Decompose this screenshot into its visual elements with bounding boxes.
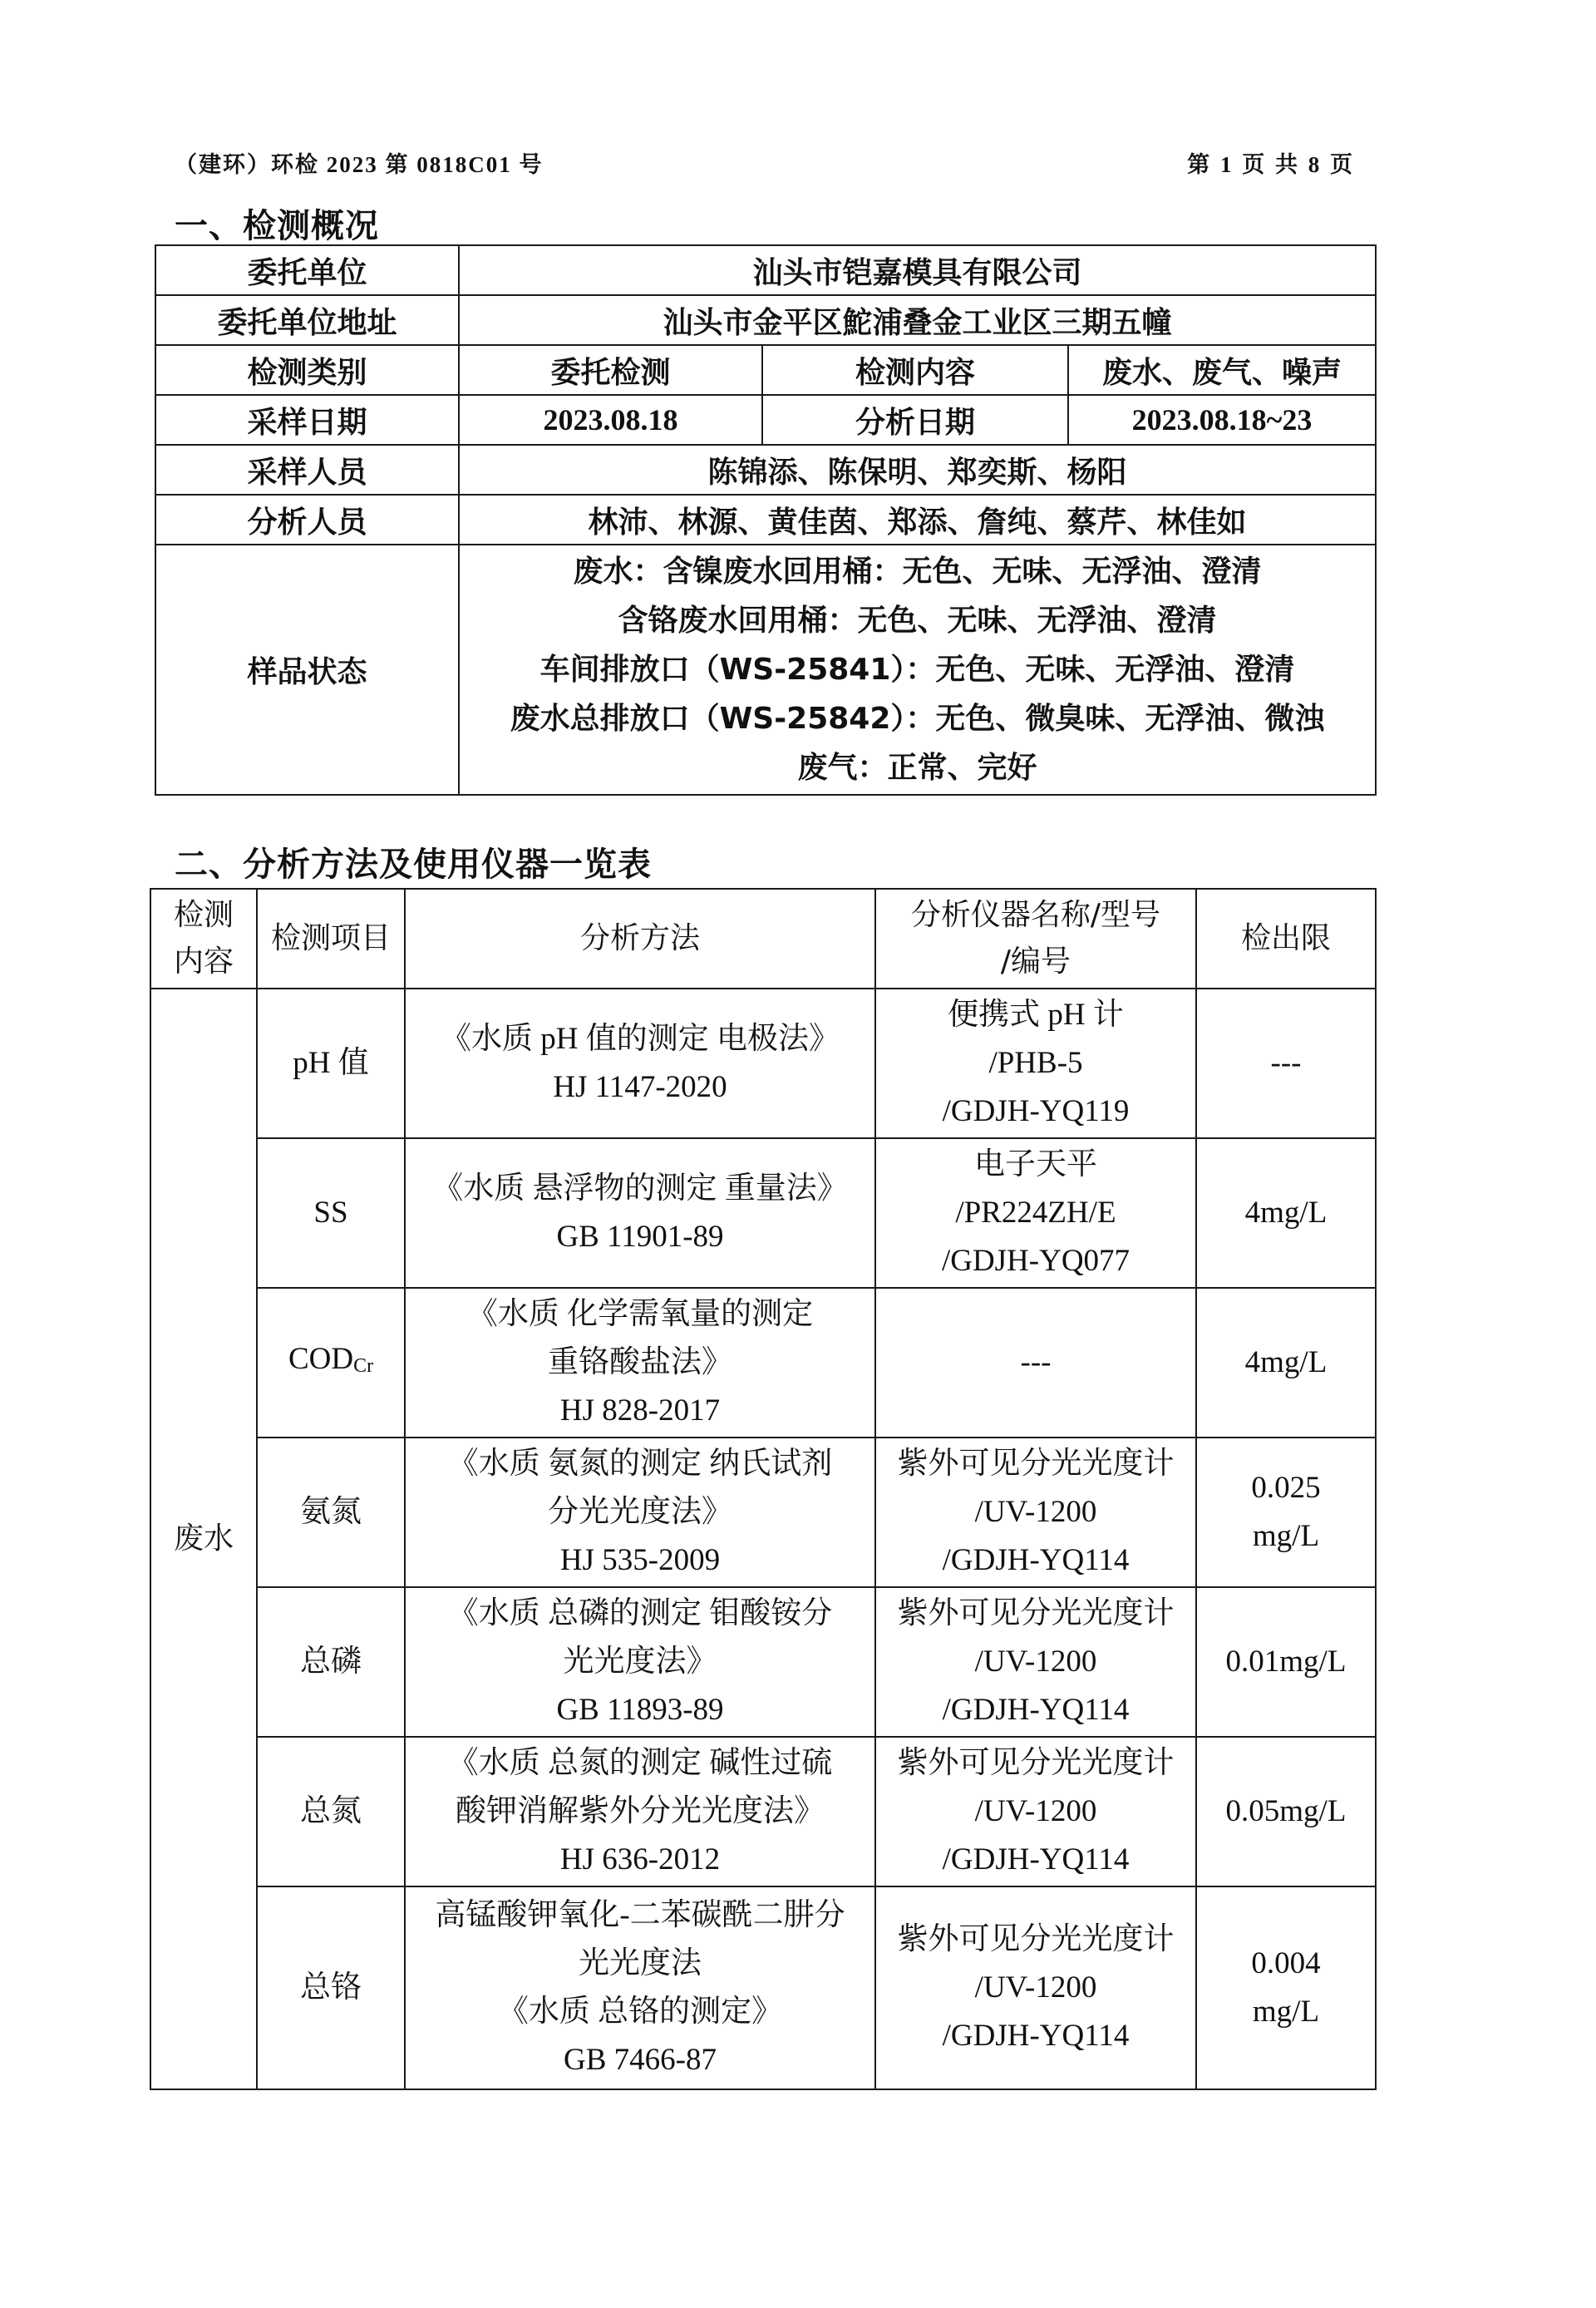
method-cell: [405, 1138, 875, 1288]
instrument-line: /GDJH-YQ114: [942, 1842, 1130, 1876]
limit-line: 4mg/L: [1244, 1196, 1328, 1230]
methods-row: [150, 989, 1376, 1138]
instrument-line: 紫外可见分光光度计: [897, 1746, 1175, 1780]
limit-cell: [1196, 1288, 1376, 1438]
sampler-value: 陈锦添、陈保明、郑奕斯、杨阳: [459, 445, 1376, 495]
sample-state-line: 废气：正常、完好: [797, 751, 1037, 785]
method-line: HJ 828-2017: [559, 1393, 721, 1428]
instrument-line: /UV-1200: [974, 1645, 1097, 1679]
method-line: HJ 535-2009: [559, 1543, 721, 1577]
page-indicator: 第 1 页 共 8 页: [1187, 152, 1355, 177]
method-line: 重铬酸盐法》: [548, 1345, 732, 1379]
instrument-line: 便携式 pH 计: [948, 998, 1124, 1032]
methods-row: [150, 1288, 1376, 1438]
item-cell: 总磷: [257, 1587, 405, 1737]
limit-line: mg/L: [1252, 1519, 1320, 1553]
category-label: 检测类别: [155, 345, 459, 395]
instrument-line: /PR224ZH/E: [955, 1196, 1116, 1230]
limit-line: 0.01mg/L: [1225, 1645, 1347, 1679]
sample-state-line: 废水总排放口（WS-25842）：无色、微臭味、无浮油、微浊: [510, 702, 1325, 736]
item-cell: pH 值: [257, 989, 405, 1138]
item-cell: 总氮: [257, 1737, 405, 1886]
instrument-line: /UV-1200: [974, 1794, 1097, 1828]
instrument-line: 紫外可见分光光度计: [897, 1922, 1175, 1956]
sample-state-value: [459, 545, 1376, 795]
analysis-date-label: 分析日期: [762, 395, 1068, 445]
limit-cell: [1196, 1138, 1376, 1288]
instrument-line: /GDJH-YQ077: [941, 1244, 1130, 1278]
instrument-line: /GDJH-YQ119: [942, 1094, 1130, 1128]
overview-row-client: [155, 245, 1376, 295]
method-cell: [405, 989, 875, 1138]
methods-row: [150, 1438, 1376, 1587]
instrument-line: /PHB-5: [988, 1046, 1083, 1080]
sample-state-line: 含铬废水回用桶：无色、无味、无浮油、澄清: [618, 604, 1217, 638]
header-instrument-line: /编号: [1000, 944, 1071, 979]
overview-table: [155, 244, 1377, 796]
overview-row-analyst: [155, 495, 1376, 545]
method-line: 光光度法》: [563, 1645, 717, 1679]
methods-row: [150, 1737, 1376, 1886]
header-method: 分析方法: [405, 889, 875, 989]
item-main: COD: [288, 1342, 354, 1376]
category-value: 委托检测: [459, 345, 762, 395]
method-line: 光光度法: [579, 1946, 702, 1980]
item-cell: [257, 1288, 405, 1438]
section-title-overview: 一、检测概况: [175, 207, 379, 245]
method-line: 《水质 氨氮的测定 纳氏试剂: [447, 1447, 833, 1481]
content-value: 废水、废气、噪声: [1068, 345, 1376, 395]
instrument-line: 紫外可见分光光度计: [897, 1596, 1175, 1630]
address-value: 汕头市金平区鮀浦叠金工业区三期五幢: [459, 295, 1376, 345]
instrument-cell: [875, 1288, 1196, 1438]
group-label-wastewater: 废水: [150, 989, 257, 2089]
instrument-line: ---: [1020, 1345, 1052, 1379]
method-line: GB 11893-89: [556, 1693, 724, 1727]
method-cell: [405, 1438, 875, 1587]
item-cell: SS: [257, 1138, 405, 1288]
method-line: 《水质 总氮的测定 碱性过硫: [447, 1746, 833, 1780]
method-line: 酸钾消解紫外分光光度法》: [456, 1794, 825, 1828]
method-cell: [405, 1288, 875, 1438]
item-subscript: Cr: [353, 1355, 374, 1377]
header-item: 检测项目: [257, 889, 405, 989]
item-cell: 氨氮: [257, 1438, 405, 1587]
method-line: 《水质 悬浮物的测定 重量法》: [432, 1171, 848, 1206]
limit-cell: [1196, 989, 1376, 1138]
instrument-cell: [875, 989, 1196, 1138]
limit-line: 0.05mg/L: [1225, 1794, 1347, 1828]
instrument-line: /GDJH-YQ114: [942, 1693, 1130, 1727]
method-line: HJ 636-2012: [559, 1842, 721, 1876]
method-line: 《水质 化学需氧量的测定: [466, 1297, 814, 1331]
instrument-line: /UV-1200: [974, 1970, 1097, 2005]
method-line: GB 11901-89: [556, 1220, 724, 1254]
overview-row-dates: [155, 395, 1376, 445]
limit-cell: [1196, 1737, 1376, 1886]
method-line: 《水质 pH 值的测定 电极法》: [441, 1022, 840, 1056]
methods-row: [150, 1587, 1376, 1737]
instrument-line: 电子天平: [974, 1147, 1097, 1181]
method-line: 《水质 总磷的测定 钼酸铵分: [447, 1596, 833, 1630]
instrument-cell: [875, 1737, 1196, 1886]
header-content: [150, 889, 257, 989]
instrument-cell: [875, 1138, 1196, 1288]
instrument-line: /UV-1200: [974, 1495, 1097, 1529]
overview-row-sampler: [155, 445, 1376, 495]
content-label: 检测内容: [762, 345, 1068, 395]
item-cell: 总铬: [257, 1886, 405, 2089]
instrument-cell: [875, 1886, 1196, 2089]
header-content-line: 检测: [173, 898, 234, 932]
header-content-line: 内容: [173, 944, 234, 979]
client-value: 汕头市铠嘉模具有限公司: [459, 245, 1376, 295]
sample-state-line: 车间排放口（WS-25841）：无色、无味、无浮油、澄清: [539, 653, 1295, 687]
methods-row: [150, 1886, 1376, 2089]
instrument-line: /GDJH-YQ114: [942, 1543, 1130, 1577]
limit-cell: [1196, 1438, 1376, 1587]
report-number: （建环）环检 2023 第 0818C01 号: [175, 152, 544, 177]
limit-cell: [1196, 1587, 1376, 1737]
overview-row-sample-state: [155, 545, 1376, 795]
methods-row: [150, 1138, 1376, 1288]
limit-line: ---: [1270, 1046, 1302, 1080]
instrument-line: /GDJH-YQ114: [942, 2019, 1130, 2053]
client-label: 委托单位: [155, 245, 459, 295]
sample-state-label: 样品状态: [155, 545, 459, 795]
header-limit: 检出限: [1196, 889, 1376, 989]
limit-line: mg/L: [1252, 1995, 1320, 2029]
sampling-date-value: 2023.08.18: [459, 395, 762, 445]
methods-header-row: [150, 889, 1376, 989]
limit-line: 4mg/L: [1244, 1345, 1328, 1379]
method-line: HJ 1147-2020: [553, 1070, 727, 1104]
method-cell: [405, 1587, 875, 1737]
section-title-methods: 二、分析方法及使用仪器一览表: [175, 846, 652, 884]
instrument-cell: [875, 1438, 1196, 1587]
sampling-date-label: 采样日期: [155, 395, 459, 445]
overview-row-category: [155, 345, 1376, 395]
method-line: 《水质 总铬的测定》: [497, 1995, 783, 2029]
instrument-line: 紫外可见分光光度计: [897, 1447, 1175, 1481]
sampler-label: 采样人员: [155, 445, 459, 495]
analysis-date-value: 2023.08.18~23: [1068, 395, 1376, 445]
sample-state-line: 废水：含镍废水回用桶：无色、无味、无浮油、澄清: [573, 555, 1262, 589]
method-line: 分光光度法》: [548, 1495, 732, 1529]
method-line: GB 7466-87: [564, 2043, 717, 2077]
method-line: 高锰酸钾氧化-二苯碳酰二肼分: [435, 1898, 845, 1932]
limit-line: 0.004: [1251, 1946, 1321, 1980]
header-instrument: [875, 889, 1196, 989]
address-label: 委托单位地址: [155, 295, 459, 345]
overview-row-address: [155, 295, 1376, 345]
method-cell: [405, 1886, 875, 2089]
header-instrument-line: 分析仪器名称/型号: [910, 898, 1161, 932]
analyst-label: 分析人员: [155, 495, 459, 545]
limit-cell: [1196, 1886, 1376, 2089]
method-cell: [405, 1737, 875, 1886]
limit-line: 0.025: [1251, 1471, 1321, 1505]
analyst-value: 林沛、林源、黄佳茵、郑添、詹纯、蔡芹、林佳如: [459, 495, 1376, 545]
methods-table: [150, 888, 1377, 2090]
instrument-cell: [875, 1587, 1196, 1737]
